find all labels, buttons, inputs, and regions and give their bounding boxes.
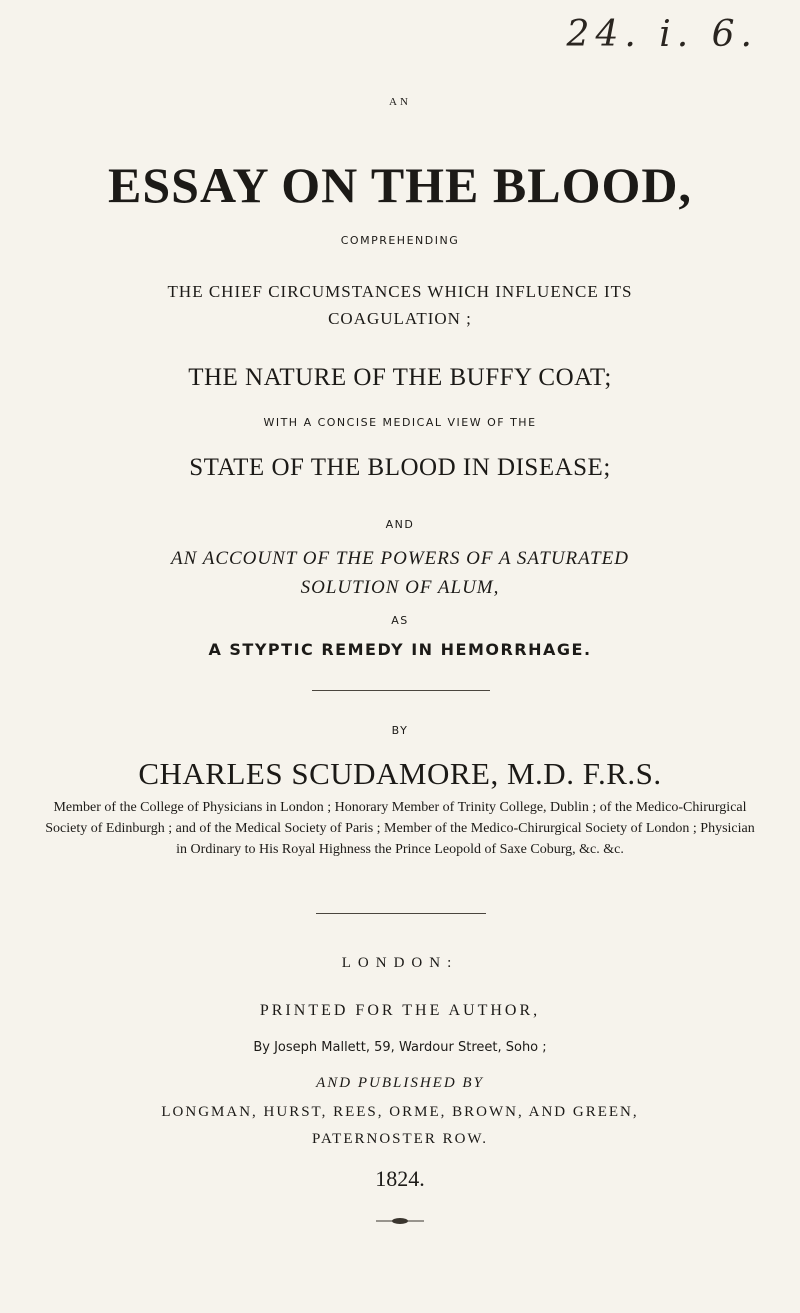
- published-by-line: AND PUBLISHED BY: [316, 1075, 484, 1091]
- ornament-rule: [376, 1216, 424, 1226]
- account-line-1: AN ACCOUNT OF THE POWERS OF A SATURATED: [171, 548, 629, 569]
- imprint-city: LONDON:: [341, 955, 459, 971]
- state-of-blood-heading: STATE OF THE BLOOD IN DISEASE;: [189, 454, 611, 481]
- concise-view-line: WITH A CONCISE MEDICAL VIEW OF THE: [263, 416, 537, 429]
- chief-circumstances-line-2: COAGULATION ;: [328, 309, 472, 328]
- publishers-line-1: LONGMAN, HURST, REES, ORME, BROWN, AND GREEN,: [161, 1104, 639, 1120]
- as-line: AS: [391, 614, 409, 627]
- divider-rule-2: [316, 913, 486, 914]
- main-title: ESSAY ON THE BLOOD,: [107, 157, 692, 213]
- title-an: AN: [389, 96, 411, 108]
- printer-line: By Joseph Mallett, 59, Wardour Street, Soho ;: [253, 1040, 547, 1055]
- publication-year: 1824.: [375, 1166, 425, 1191]
- publishers-line-2: PATERNOSTER ROW.: [312, 1131, 488, 1147]
- printed-for-line: PRINTED FOR THE AUTHOR,: [259, 1002, 541, 1019]
- styptic-remedy-line: A STYPTIC REMEDY IN HEMORRHAGE.: [208, 640, 592, 659]
- account-line-2: SOLUTION OF ALUM,: [300, 577, 500, 598]
- and-line: AND: [385, 518, 415, 531]
- divider-rule-1: [312, 690, 490, 691]
- author-credentials: Member of the College of Physicians in London ; Honorary Member of Trinity College, Dublin ; of the Medico-Chirurgical Society of Edinburgh ; and of the Medical Society of Paris ; Member of the Medico-Chirurgical Society of London ; Physician in Ordinary to His Royal Highness the Prince Leopold of Saxe Coburg, &c. &c.: [45, 800, 755, 857]
- author-name: CHARLES SCUDAMORE, M.D. F.R.S.: [138, 756, 662, 791]
- buffy-coat-heading: THE NATURE OF THE BUFFY COAT;: [188, 364, 612, 391]
- chief-circumstances-line-1: THE CHIEF CIRCUMSTANCES WHICH INFLUENCE ITS: [167, 282, 633, 301]
- by-line: BY: [391, 724, 409, 737]
- comprehending-line: COMPREHENDING: [340, 234, 460, 247]
- shelfmark: 24. i. 6.: [566, 14, 758, 55]
